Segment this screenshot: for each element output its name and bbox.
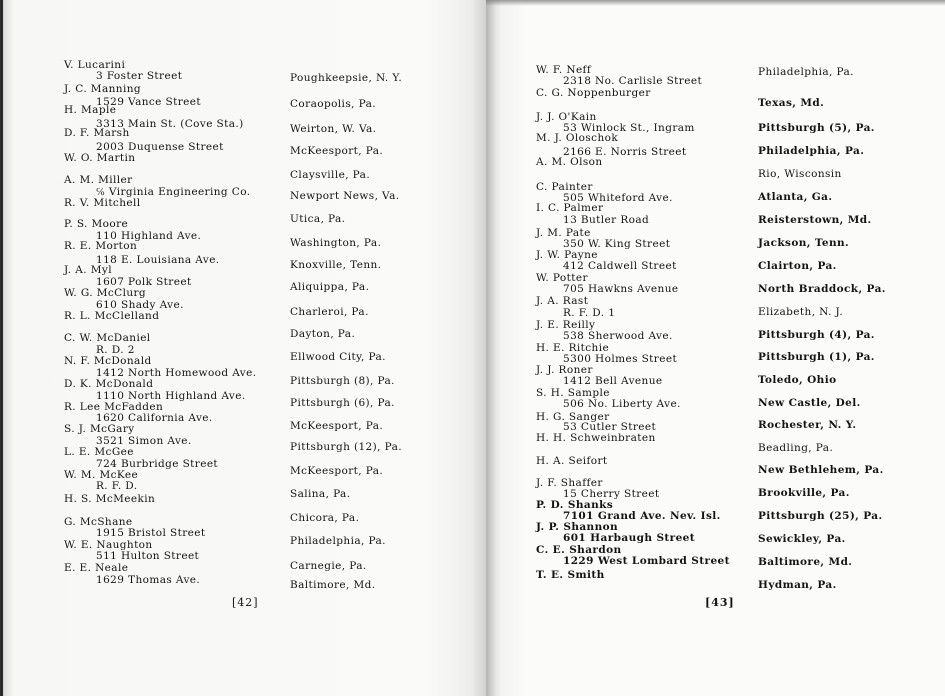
entry-name-address: 505 Whiteford Ave. (563, 192, 673, 204)
entry-city: Dayton, Pa. (290, 328, 356, 340)
entry-city: Pittsburgh (12), Pa. (290, 441, 402, 453)
entry-name: G. McShane (64, 516, 133, 528)
entry-name-address: 2318 No. Carlisle Street (563, 75, 703, 87)
entry-name: E. E. Neale (64, 562, 129, 574)
entry-city: New Bethlehem, Pa. (758, 464, 884, 476)
entry-city: Reisterstown, Md. (758, 214, 872, 226)
entry-city: Atlanta, Ga. (758, 191, 833, 203)
entry-name: J. A. Myl (64, 264, 112, 276)
entry-name-address: 705 Hawkns Avenue (563, 283, 679, 295)
entry-city: Utica, Pa. (290, 213, 346, 225)
entry-city: Chicora, Pa. (290, 512, 360, 524)
entry-name: D. K. McDonald (64, 378, 154, 390)
entry-city: Carnegie, Pa. (290, 560, 367, 572)
entry-city: Pittsburgh (1), Pa. (758, 351, 875, 363)
entry-city: McKeesport, Pa. (290, 465, 384, 477)
right-page (486, 0, 945, 696)
entry-name-address: 610 Shady Ave. (96, 299, 184, 311)
entry-city: Weirton, W. Va. (290, 123, 377, 135)
entry-name: H. E. Ritchie (536, 342, 610, 354)
entry-city: Texas, Md. (758, 97, 825, 109)
entry-name: M. J. Oloschok (536, 132, 619, 144)
entry-name: C. G. Noppenburger (536, 87, 651, 99)
entry-name: C. Painter (536, 181, 593, 193)
entry-name: W. O. Martin (64, 152, 136, 164)
entry-city: Salina, Pa. (290, 488, 351, 500)
entry-city: Sewickley, Pa. (758, 533, 846, 545)
entry-name-address: 1915 Bristol Street (96, 527, 206, 539)
entry-city: Elizabeth, N. J. (758, 306, 844, 318)
entry-name-address: 350 W. King Street (563, 238, 671, 250)
page-number-left: [42] (232, 596, 259, 609)
entry-city: Coraopolis, Pa. (290, 98, 376, 110)
entry-city: Pittsburgh (4), Pa. (758, 329, 875, 341)
entry-name: R. E. Morton (64, 240, 138, 252)
entry-city: North Braddock, Pa. (758, 283, 886, 295)
entry-name-address: 110 Highland Ave. (96, 230, 202, 242)
entry-name: L. E. McGee (64, 446, 134, 458)
entry-name-address: 3 Foster Street (96, 70, 183, 82)
entry-name-address: 1620 California Ave. (96, 412, 213, 424)
entry-name-address: 601 Harbaugh Street (563, 532, 696, 544)
entry-city: Baltimore, Md. (290, 579, 376, 591)
entry-city: Philadelphia, Pa. (758, 145, 865, 157)
entry-city: Washington, Pa. (290, 237, 382, 249)
entry-city: Hydman, Pa. (758, 579, 837, 591)
entry-name: A. M. Olson (536, 156, 603, 168)
entry-city: Clairton, Pa. (758, 260, 837, 272)
entry-name: A. M. Miller (64, 174, 133, 186)
entry-name: J. A. Rast (536, 295, 589, 307)
entry-city: Pittsburgh (6), Pa. (290, 397, 395, 409)
entry-name: J. P. Shannon (536, 521, 619, 533)
entry-name-address: 538 Sherwood Ave. (563, 330, 673, 342)
entry-city: Newport News, Va. (290, 190, 400, 202)
entry-name-address: 1412 Bell Avenue (563, 375, 663, 387)
entry-name: W. E. Naughton (64, 539, 153, 551)
entry-name-address: 1529 Vance Street (96, 96, 202, 108)
entry-name: W. G. McClurg (64, 287, 147, 299)
entry-name-address: R. D. 2 (96, 344, 135, 356)
entry-name: S. H. Sample (536, 387, 610, 399)
entry-name: C. E. Shardon (536, 544, 622, 556)
entry-name: J. J. Roner (536, 364, 593, 376)
entry-name: J. W. Payne (536, 249, 598, 261)
entry-name: W. F. Neff (536, 64, 592, 76)
entry-name-address: 506 No. Liberty Ave. (563, 398, 681, 410)
entry-name: H. G. Sanger (536, 411, 610, 423)
entry-name: W. M. McKee (64, 469, 139, 481)
entry-name-address: 3521 Simon Ave. (96, 435, 192, 447)
entry-name-address: 2003 Duquense Street (96, 141, 224, 153)
entry-city: Jackson, Tenn. (758, 237, 850, 249)
entry-city: Charleroi, Pa. (290, 306, 369, 318)
book-edge (0, 0, 3, 696)
entry-name: N. F. McDonald (64, 355, 152, 367)
entry-city: McKeesport, Pa. (290, 420, 384, 432)
entry-name-address: 13 Butler Road (563, 214, 650, 226)
entry-name-address: ℅ Virginia Engineering Co. (96, 186, 251, 198)
entry-name: C. W. McDaniel (64, 332, 151, 344)
entry-city: Beadling, Pa. (758, 442, 834, 454)
page-number-right: [43] (705, 596, 735, 609)
entry-city: McKeesport, Pa. (290, 145, 384, 157)
entry-city: Knoxville, Tenn. (290, 259, 382, 271)
entry-city: Toledo, Ohio (758, 374, 837, 386)
entry-name-address: 1412 North Homewood Ave. (96, 367, 257, 379)
entry-name-address: 1110 North Highland Ave. (96, 390, 246, 402)
entry-name-address: 118 E. Louisiana Ave. (96, 254, 220, 266)
entry-city: Baltimore, Md. (758, 556, 853, 568)
entry-city: Philadelphia, Pa. (290, 535, 386, 547)
entry-name-address: 7101 Grand Ave. Nev. Isl. (563, 510, 721, 522)
entry-city: Ellwood City, Pa. (290, 351, 386, 363)
entry-name-address: 3313 Main St. (Cove Sta.) (96, 118, 244, 130)
entry-name-address: 412 Caldwell Street (563, 260, 677, 272)
entry-name: J. C. Manning (64, 83, 141, 95)
entry-city: New Castle, Del. (758, 397, 861, 409)
page-top-shadow (486, 0, 945, 6)
entry-name: H. S. McMeekin (64, 493, 156, 505)
entry-city: Philadelphia, Pa. (758, 66, 854, 78)
entry-name: H. A. Seifort (536, 455, 608, 467)
entry-city: Rochester, N. Y. (758, 419, 857, 431)
entry-name-address: 2166 E. Norris Street (563, 146, 687, 158)
entry-name: H. Maple (64, 104, 117, 116)
entry-name: D. F. Marsh (64, 127, 130, 139)
entry-name-address: R. F. D. 1 (563, 307, 616, 319)
entry-name-address: R. F. D. (96, 480, 138, 492)
entry-name: R. L. McClelland (64, 310, 160, 322)
entry-name: H. H. Schweinbraten (536, 432, 656, 444)
entry-city: Brookville, Pa. (758, 487, 850, 499)
entry-name-address: 1229 West Lombard Street (563, 555, 730, 567)
entry-city: Poughkeepsie, N. Y. (290, 72, 403, 84)
entry-name: V. Lucarini (64, 59, 126, 71)
entry-name-address: 15 Cherry Street (563, 488, 660, 500)
entry-city: Pittsburgh (8), Pa. (290, 375, 395, 387)
entry-name-address: 511 Hulton Street (96, 550, 200, 562)
entry-name: I. C. Palmer (536, 202, 604, 214)
entry-city: Rio, Wisconsin (758, 168, 842, 180)
entry-city: Claysville, Pa. (290, 169, 371, 181)
entry-name: J. F. Shaffer (536, 477, 603, 489)
entry-name-address: 1607 Polk Street (96, 276, 192, 288)
entry-name: J. M. Pate (536, 227, 591, 239)
entry-name-address: 53 Cutler Street (563, 421, 657, 433)
entry-name-address: 5300 Holmes Street (563, 353, 678, 365)
entry-name: R. Lee McFadden (64, 401, 164, 413)
entry-city: Pittsburgh (25), Pa. (758, 510, 883, 522)
entry-name-address: 1629 Thomas Ave. (96, 574, 201, 586)
entry-city: Aliquippa, Pa. (290, 281, 370, 293)
entry-name-address: 724 Burbridge Street (96, 458, 219, 470)
entry-name: P. D. Shanks (536, 499, 614, 511)
entry-city: Pittsburgh (5), Pa. (758, 122, 875, 134)
entry-name: J. J. O'Kain (536, 111, 597, 123)
entry-name-address: 53 Winlock St., Ingram (563, 122, 695, 134)
entry-name: T. E. Smith (536, 569, 605, 581)
entry-name: P. S. Moore (64, 218, 129, 230)
entry-name: R. V. Mitchell (64, 197, 141, 209)
entry-name: J. E. Reilly (536, 319, 596, 331)
entry-name: S. J. McGary (64, 423, 135, 435)
entry-name: W. Potter (536, 272, 588, 284)
